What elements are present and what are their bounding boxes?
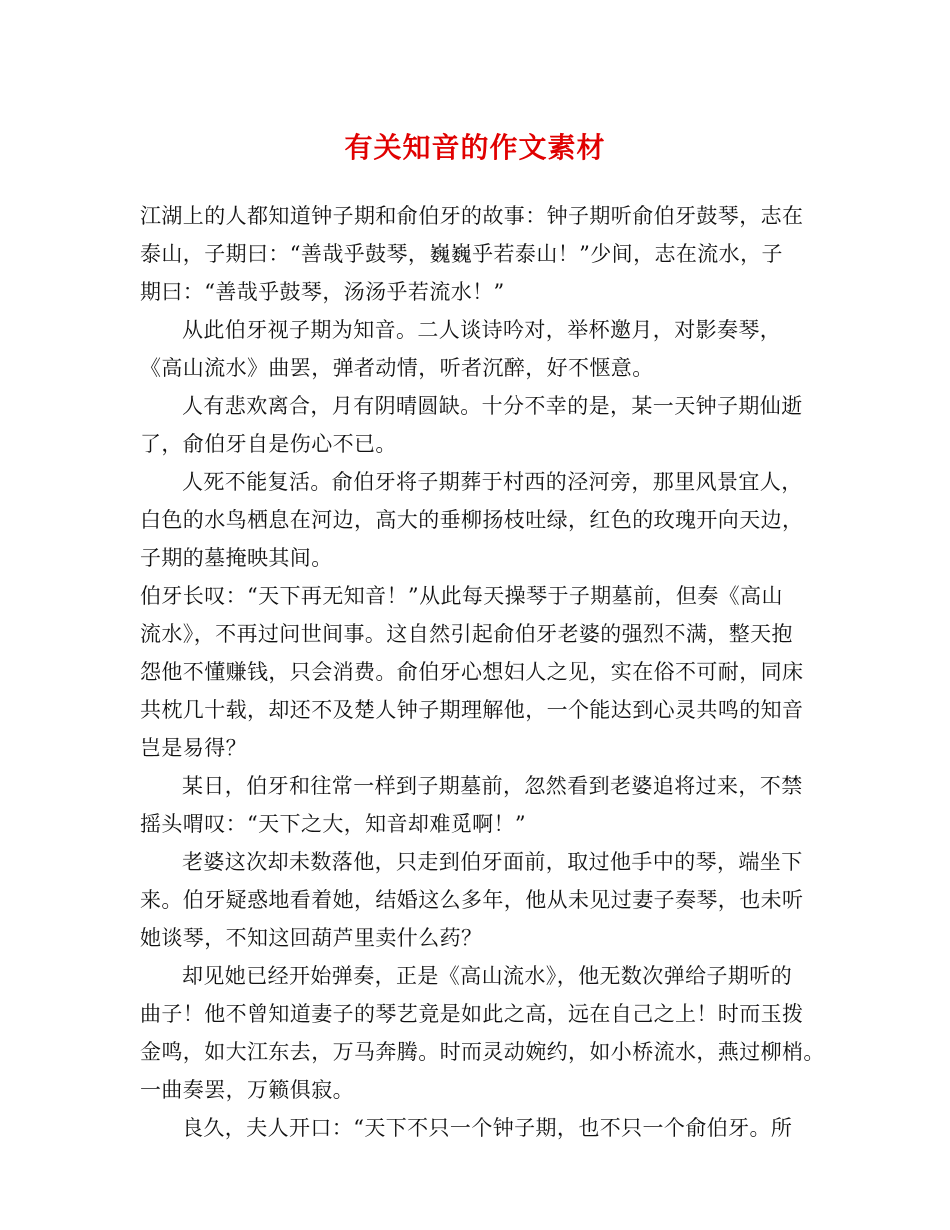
document-title: 有关知音的作文素材 [344,131,606,164]
text-line: 共枕几十载，却还不及楚人钟子期理解他，一个能达到心灵共鸣的知音 [140,698,804,722]
text-line: 了，俞伯牙自是伤心不已。 [140,432,397,456]
text-line: 摇头喟叹：“天下之大，知音却难觅啊！” [140,812,527,836]
text-line: 她谈琴，不知这回葫芦里卖什么药？ [140,926,483,950]
text-line: 泰山，子期曰：“善哉乎鼓琴，巍巍乎若泰山！”少间，志在流水，子 [140,242,783,266]
text-line: 良久，夫人开口：“天下不只一个钟子期，也不只一个俞伯牙。所 [182,1116,793,1140]
text-line: 白色的水鸟栖息在河边，高大的垂柳扬枝吐绿，红色的玫瑰开向天边， [140,508,804,532]
text-line: 伯牙长叹：“天下再无知音！”从此每天操琴于子期墓前，但奏《高山 [140,584,783,608]
text-line: 一曲奏罢，万籁俱寂。 [140,1078,354,1102]
text-line: 曲子！他不曾知道妻子的琴艺竟是如此之高，远在自己之上！时而玉拨 [140,1002,804,1026]
text-line: 来。伯牙疑惑地看着她，结婚这么多年，他从未见过妻子奏琴，也未听 [140,888,804,912]
text-line: 江湖上的人都知道钟子期和俞伯牙的故事：钟子期听俞伯牙鼓琴，志在 [140,204,804,228]
text-line: 人有悲欢离合，月有阴晴圆缺。十分不幸的是，某一天钟子期仙逝 [182,394,803,418]
text-line: 金鸣，如大江东去，万马奔腾。时而灵动婉约，如小桥流水，燕过柳梢。 [140,1040,825,1064]
text-line: 怨他不懂赚钱，只会消费。俞伯牙心想妇人之见，实在俗不可耐，同床 [140,660,804,684]
text-line: 期曰：“善哉乎鼓琴，汤汤乎若流水！” [140,280,505,304]
text-line: 人死不能复活。俞伯牙将子期葬于村西的泾河旁，那里风景宜人， [182,470,803,494]
text-line: 却见她已经开始弹奏，正是《高山流水》，他无数次弹给子期听的 [182,964,793,988]
text-line: 流水》，不再过问世间事。这自然引起俞伯牙老婆的强烈不满，整天抱 [140,622,793,646]
text-line: 岂是易得？ [140,736,247,760]
text-line: 《高山流水》曲罢，弹者动情，听者沉醉，好不惬意。 [140,356,654,380]
text-line: 某日，伯牙和往常一样到子期墓前，忽然看到老婆追将过来，不禁 [182,774,803,798]
text-line: 从此伯牙视子期为知音。二人谈诗吟对，举杯邀月，对影奏琴， [182,318,782,342]
text-line: 子期的墓掩映其间。 [140,546,333,570]
text-line: 老婆这次却未数落他，只走到伯牙面前，取过他手中的琴，端坐下 [182,850,803,874]
